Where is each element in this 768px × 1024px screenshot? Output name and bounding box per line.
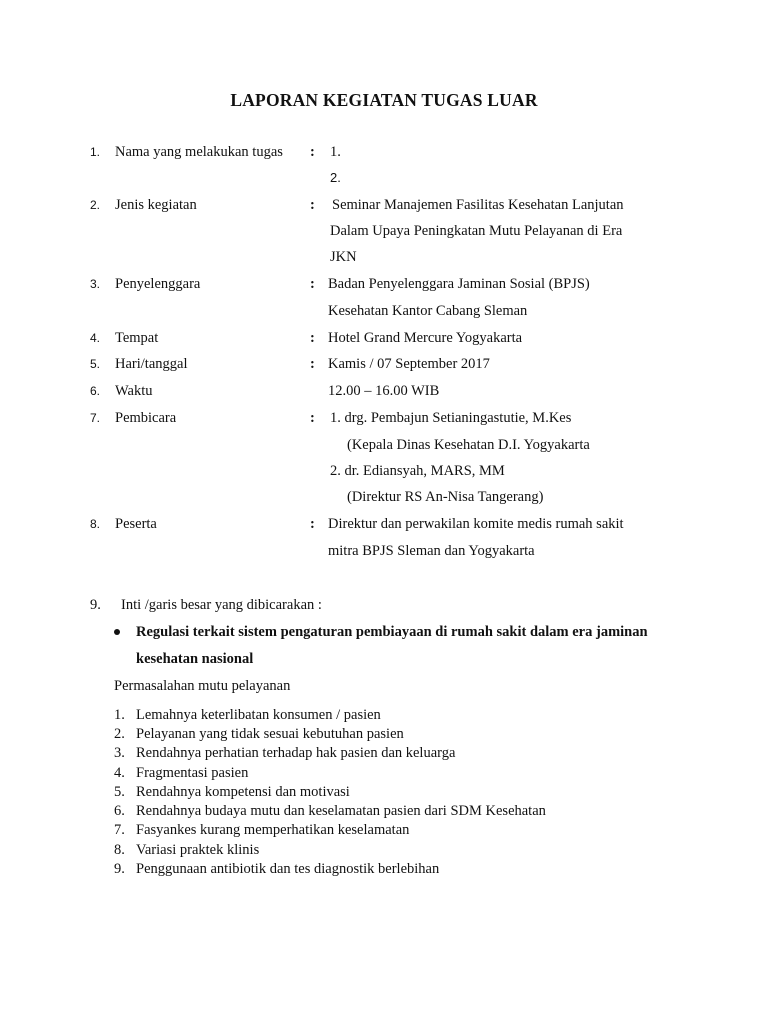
list-item: Lemahnya keterlibatan konsumen / pasien bbox=[136, 707, 381, 723]
list-item-number: 7. bbox=[114, 822, 125, 838]
item-value: Badan Penyelenggara Jaminan Sosial (BPJS) bbox=[328, 276, 590, 292]
list-item-number: 9. bbox=[114, 861, 125, 877]
bullet-text: Regulasi terkait sistem pengaturan pembiayaan di rumah sakit dalam era jaminan bbox=[136, 624, 648, 640]
item-colon: : bbox=[310, 410, 315, 426]
item-colon: : bbox=[310, 276, 315, 292]
item-label: Peserta bbox=[115, 516, 157, 532]
item-value: Seminar Manajemen Fasilitas Kesehatan Lanjutan bbox=[332, 197, 624, 213]
list-item: Fragmentasi pasien bbox=[136, 765, 249, 781]
item-label: Nama yang melakukan tugas bbox=[115, 144, 283, 160]
item-label: Hari/tanggal bbox=[115, 356, 188, 372]
item-value: 12.00 – 16.00 WIB bbox=[328, 383, 440, 399]
item-value: (Kepala Dinas Kesehatan D.I. Yogyakarta bbox=[347, 437, 590, 453]
item-value: Kamis / 07 September 2017 bbox=[328, 356, 490, 372]
item-value: Dalam Upaya Peningkatan Mutu Pelayanan di Era bbox=[330, 223, 623, 239]
item-colon: : bbox=[310, 516, 315, 532]
item-colon: : bbox=[310, 330, 315, 346]
bullet-text: kesehatan nasional bbox=[136, 651, 254, 667]
list-item-number: 8. bbox=[114, 842, 125, 858]
item-number: 2. bbox=[90, 198, 101, 212]
item-value: JKN bbox=[330, 249, 357, 265]
section-heading: Inti /garis besar yang dibicarakan : bbox=[121, 597, 322, 613]
item-label: Penyelenggara bbox=[115, 276, 201, 292]
item-value: 2. dr. Ediansyah, MARS, MM bbox=[330, 463, 505, 479]
item-label: Tempat bbox=[115, 330, 159, 346]
item-number: 6. bbox=[90, 384, 101, 398]
item-value: 2. bbox=[330, 170, 341, 185]
item-value: 1. bbox=[330, 144, 341, 160]
item-colon: : bbox=[310, 197, 315, 213]
item-colon: : bbox=[310, 144, 315, 160]
list-item: Variasi praktek klinis bbox=[136, 842, 260, 858]
list-item: Rendahnya kompetensi dan motivasi bbox=[136, 784, 350, 800]
bullet-icon bbox=[114, 629, 120, 635]
list-item-number: 4. bbox=[114, 765, 125, 781]
section-number: 9. bbox=[90, 597, 101, 613]
document-title: LAPORAN KEGIATAN TUGAS LUAR bbox=[230, 90, 538, 110]
list-item-number: 2. bbox=[114, 726, 125, 742]
item-number: 4. bbox=[90, 331, 101, 345]
list-item-number: 5. bbox=[114, 784, 125, 800]
item-value: Kesehatan Kantor Cabang Sleman bbox=[328, 303, 528, 319]
list-item-number: 6. bbox=[114, 803, 125, 819]
list-item: Pelayanan yang tidak sesuai kebutuhan pasien bbox=[136, 726, 404, 742]
item-value: Hotel Grand Mercure Yogyakarta bbox=[328, 330, 523, 346]
item-label: Waktu bbox=[115, 383, 153, 399]
item-colon: : bbox=[310, 356, 315, 372]
item-number: 8. bbox=[90, 517, 101, 531]
item-label: Pembicara bbox=[115, 410, 177, 426]
item-number: 5. bbox=[90, 357, 101, 371]
item-number: 3. bbox=[90, 277, 101, 291]
subheading: Permasalahan mutu pelayanan bbox=[114, 678, 291, 694]
list-item: Rendahnya perhatian terhadap hak pasien dan keluarga bbox=[136, 745, 456, 761]
list-item: Rendahnya budaya mutu dan keselamatan pasien dari SDM Kesehatan bbox=[136, 803, 546, 819]
item-label: Jenis kegiatan bbox=[115, 197, 197, 213]
item-number: 1. bbox=[90, 145, 101, 159]
item-value: mitra BPJS Sleman dan Yogyakarta bbox=[328, 543, 535, 559]
item-value: Direktur dan perwakilan komite medis rumah sakit bbox=[328, 516, 624, 532]
item-value: 1. drg. Pembajun Setianingastutie, M.Kes bbox=[330, 410, 572, 426]
item-number: 7. bbox=[90, 411, 101, 425]
list-item-number: 3. bbox=[114, 745, 125, 761]
item-value: (Direktur RS An-Nisa Tangerang) bbox=[347, 489, 544, 505]
list-item: Fasyankes kurang memperhatikan keselamatan bbox=[136, 822, 410, 838]
list-item: Penggunaan antibiotik dan tes diagnostik berlebihan bbox=[136, 861, 440, 877]
list-item-number: 1. bbox=[114, 707, 125, 723]
